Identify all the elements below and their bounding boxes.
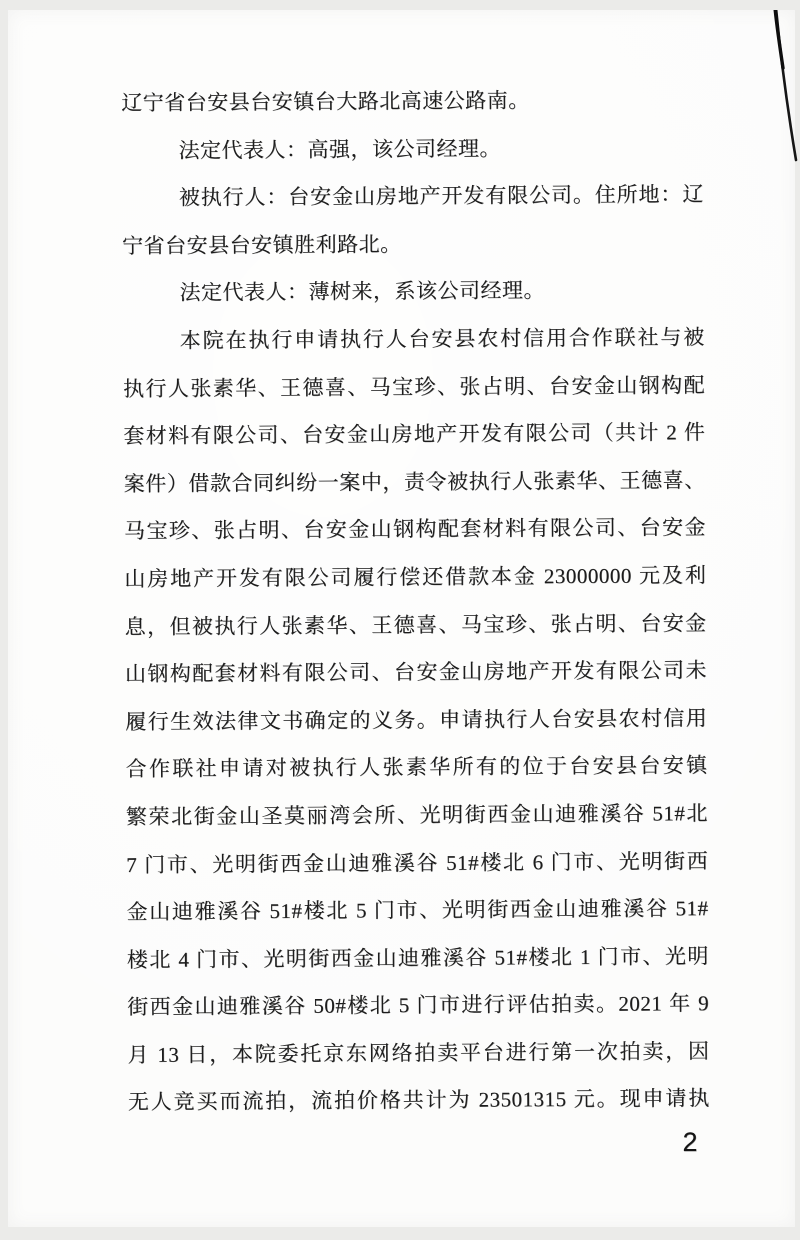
text-line: 繁荣北街金山圣莫丽湾会所、光明街西金山迪雅溪谷 51#北 (125, 801, 708, 829)
text-line: 套材料有限公司、台安金山房地产开发有限公司（共计 2 件 (123, 420, 706, 449)
text-line: 7 门市、光明街西金山迪雅溪谷 51#楼北 6 门市、光明街西 (126, 848, 709, 877)
text-line: 案件）借款合同纠纷一案中，责令被执行人张素华、王德喜、 (123, 467, 706, 496)
text-line: 金山迪雅溪谷 51#楼北 5 门市、光明街西金山迪雅溪谷 51# (126, 896, 709, 925)
text-line: 法定代表人：高强，该公司经理。 (178, 136, 502, 163)
text-line: 执行人张素华、王德喜、马宝珍、张占明、台安金山钢构配 (122, 372, 706, 401)
scan-artifact-line (755, 10, 800, 170)
text-line: 合作联社申请对被执行人张素华所有的位于台安县台安镇 (125, 753, 708, 782)
text-line: 街西金山迪雅溪谷 50#楼北 5 门市进行评估拍卖。2021 年 9 (127, 991, 710, 1020)
text-line: 山房地产开发有限公司履行偿还借款本金 23000000 元及利 (124, 563, 707, 591)
text-line: 本院在执行申请执行人台安县农村信用合作联社与被 (179, 325, 705, 353)
page-number: 2 (682, 1127, 698, 1157)
text-line: 宁省台安县台安镇胜利路北。 (122, 231, 402, 258)
text-line: 无人竞买而流拍，流拍价格共计为 23501315 元。现申请执 (127, 1086, 710, 1115)
text-line: 山钢构配套材料有限公司、台安金山房地产开发有限公司未 (124, 658, 708, 687)
text-line: 法定代表人：薄树来，系该公司经理。 (179, 278, 545, 305)
document-body (121, 76, 710, 1127)
text-line: 息，但被执行人张素华、王德喜、马宝珍、张占明、台安金 (124, 610, 707, 639)
text-line: 辽宁省台安县台安镇台大路北高速公路南。 (121, 88, 530, 115)
text-line: 楼北 4 门市、光明街西金山迪雅溪谷 51#楼北 1 门市、光明 (126, 943, 709, 972)
text-line: 马宝珍、张占明、台安金山钢构配套材料有限公司、台安金 (123, 515, 707, 544)
text-line: 月 13 日，本院委托京东网络拍卖平台进行第一次拍卖，因 (127, 1038, 710, 1067)
text-line: 被执行人：台安金山房地产开发有限公司。住所地：辽 (178, 182, 704, 210)
text-line: 履行生效法律文书确定的义务。申请执行人台安县农村信用 (125, 705, 708, 734)
paper (8, 10, 795, 1227)
